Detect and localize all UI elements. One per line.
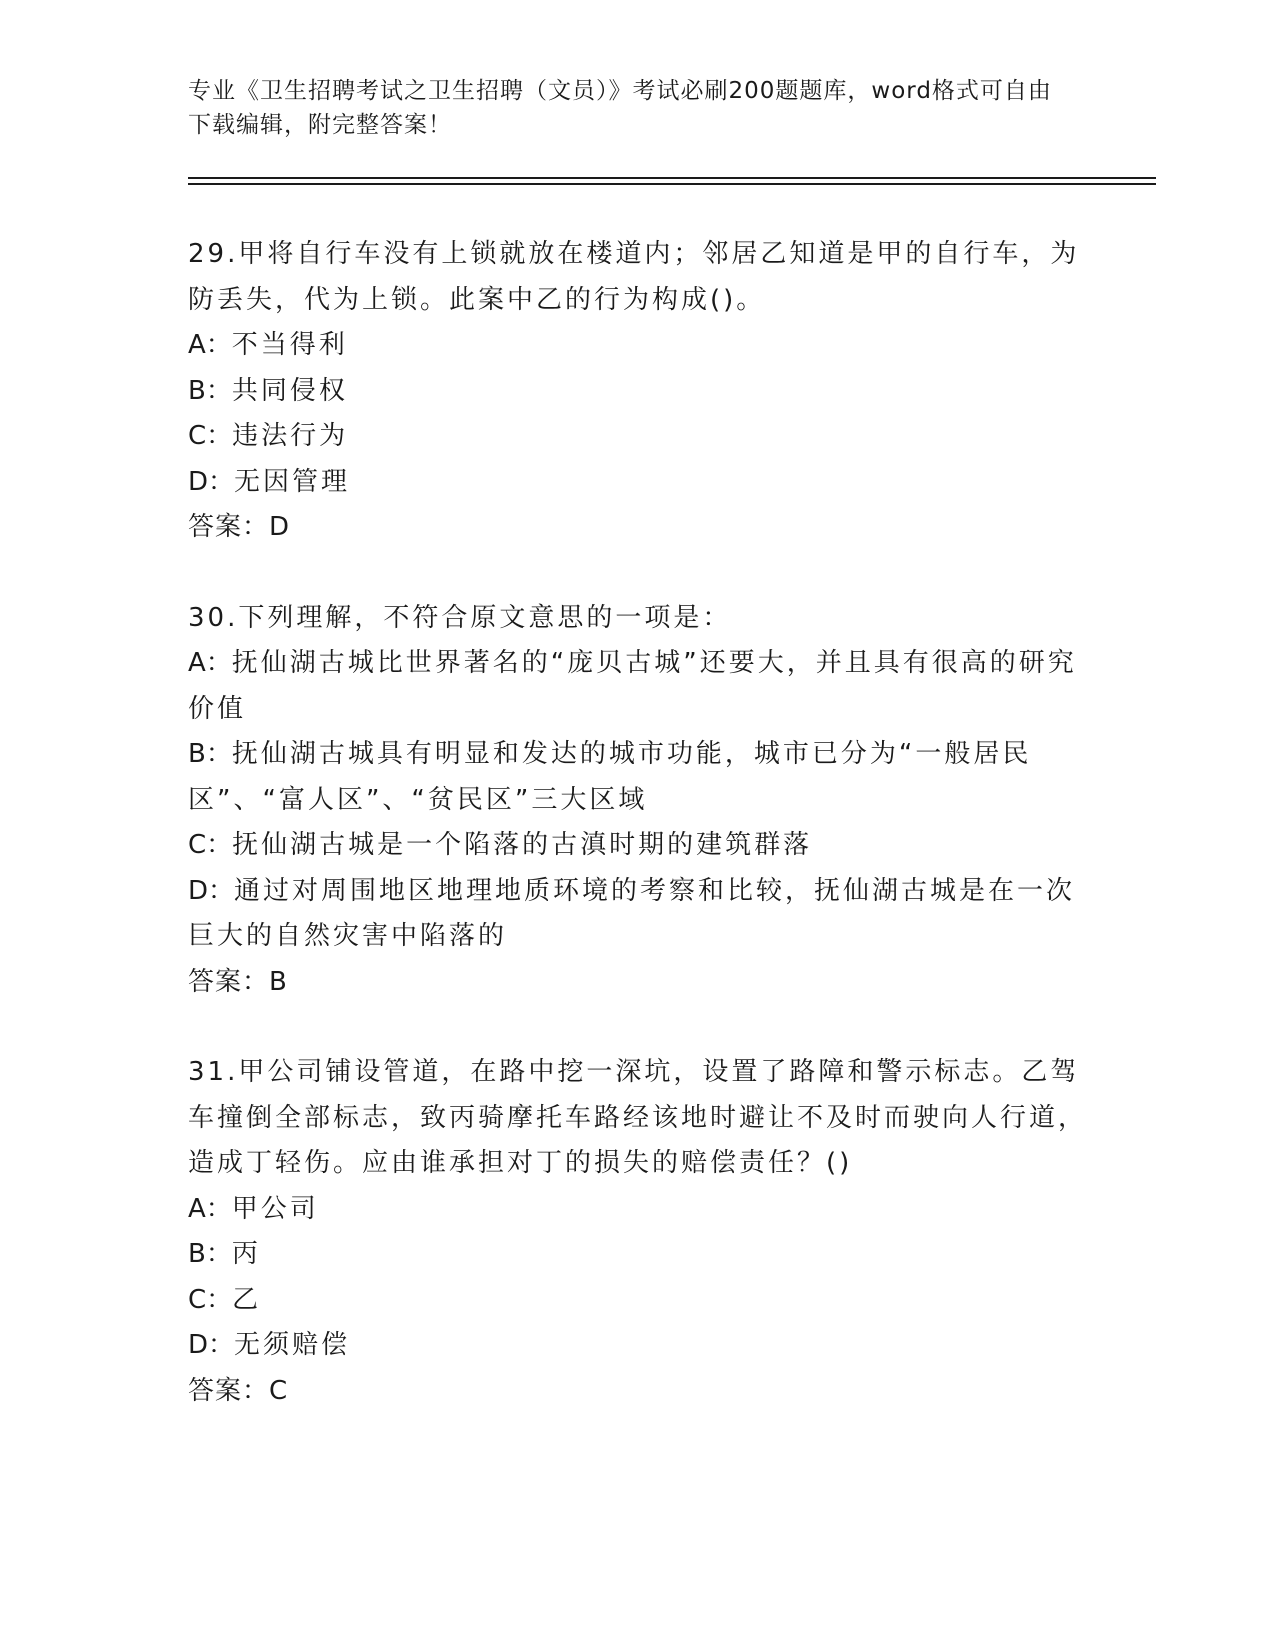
option-text: 无须赔偿 bbox=[234, 1330, 351, 1360]
option-text: 无因管理 bbox=[234, 466, 351, 497]
option-text: 丙 bbox=[231, 1239, 261, 1269]
option-a bbox=[188, 1187, 1088, 1233]
option-key: B： bbox=[188, 739, 232, 769]
option-key: A： bbox=[188, 1193, 232, 1224]
option-key: D： bbox=[188, 466, 235, 497]
option-text: 不当得利 bbox=[231, 330, 348, 360]
option-c bbox=[188, 823, 1088, 869]
option-key: A： bbox=[188, 330, 232, 360]
option-key: C： bbox=[188, 1284, 233, 1315]
question-30 bbox=[188, 596, 1088, 1006]
option-key: B： bbox=[188, 375, 232, 406]
answer-line: 答案：C bbox=[188, 1375, 289, 1406]
option-text: 乙 bbox=[232, 1284, 262, 1315]
option-key: D： bbox=[188, 875, 235, 906]
option-b bbox=[188, 732, 1088, 823]
option-text: 抚仙湖古城比世界著名的“庞贝古城”还要大，并且具有很高的研究价值 bbox=[188, 648, 1077, 724]
question-text: 下列理解，不符合原文意思的一项是： bbox=[238, 602, 732, 633]
option-d bbox=[188, 1323, 1088, 1369]
option-b bbox=[188, 369, 1088, 415]
option-text: 违法行为 bbox=[232, 421, 349, 451]
option-text: 共同侵权 bbox=[231, 375, 348, 406]
option-text: 甲公司 bbox=[231, 1193, 319, 1224]
question-stem bbox=[188, 232, 1088, 323]
question-text: 甲公司铺设管道，在路中挖一深坑，设置了路障和警示标志。乙驾车撞倒全部标志，致丙骑摩托车路经该地时避让不及时而驶向人行道，造成丁轻伤。应由谁承担对丁的损失的赔偿责任？() bbox=[188, 1057, 1088, 1178]
option-key: C： bbox=[188, 421, 233, 451]
option-key: C： bbox=[188, 830, 233, 860]
header-divider-top bbox=[188, 177, 1156, 179]
option-key: D： bbox=[188, 1330, 235, 1360]
option-c bbox=[188, 1278, 1088, 1324]
option-text: 通过对周围地区地理地质环境的考察和比较，抚仙湖古城是在一次巨大的自然灾害中陷落的 bbox=[188, 875, 1076, 951]
answer-line: 答案：B bbox=[188, 966, 288, 997]
question-number: 31. bbox=[188, 1057, 239, 1087]
question-stem bbox=[188, 1050, 1088, 1187]
header-divider-bottom bbox=[188, 183, 1156, 185]
answer-line: 答案：D bbox=[188, 512, 291, 542]
question-29 bbox=[188, 232, 1088, 551]
question-stem bbox=[188, 596, 1088, 642]
document-header: 专业《卫生招聘考试之卫生招聘（文员）》考试必刷200题题库，word格式可自由下载编辑，附完整答案！ bbox=[188, 78, 1052, 138]
option-key: B： bbox=[188, 1239, 232, 1269]
option-a bbox=[188, 323, 1088, 369]
option-key: A： bbox=[188, 648, 232, 678]
option-text: 抚仙湖古城具有明显和发达的城市功能，城市已分为“一般居民区”、“富人区”、“贫民区”三大区域 bbox=[188, 739, 1032, 815]
option-d bbox=[188, 460, 1088, 506]
question-list bbox=[188, 232, 1088, 1414]
option-text: 抚仙湖古城是一个陷落的古滇时期的建筑群落 bbox=[232, 830, 813, 860]
option-d bbox=[188, 869, 1088, 960]
option-b bbox=[188, 1232, 1088, 1278]
question-text: 甲将自行车没有上锁就放在楼道内；邻居乙知道是甲的自行车，为防丢失，代为上锁。此案中乙的行为构成()。 bbox=[188, 239, 1080, 315]
question-number: 29. bbox=[188, 239, 239, 269]
question-31 bbox=[188, 1050, 1088, 1414]
question-number: 30. bbox=[188, 602, 239, 633]
option-a bbox=[188, 641, 1088, 732]
option-c bbox=[188, 414, 1088, 460]
